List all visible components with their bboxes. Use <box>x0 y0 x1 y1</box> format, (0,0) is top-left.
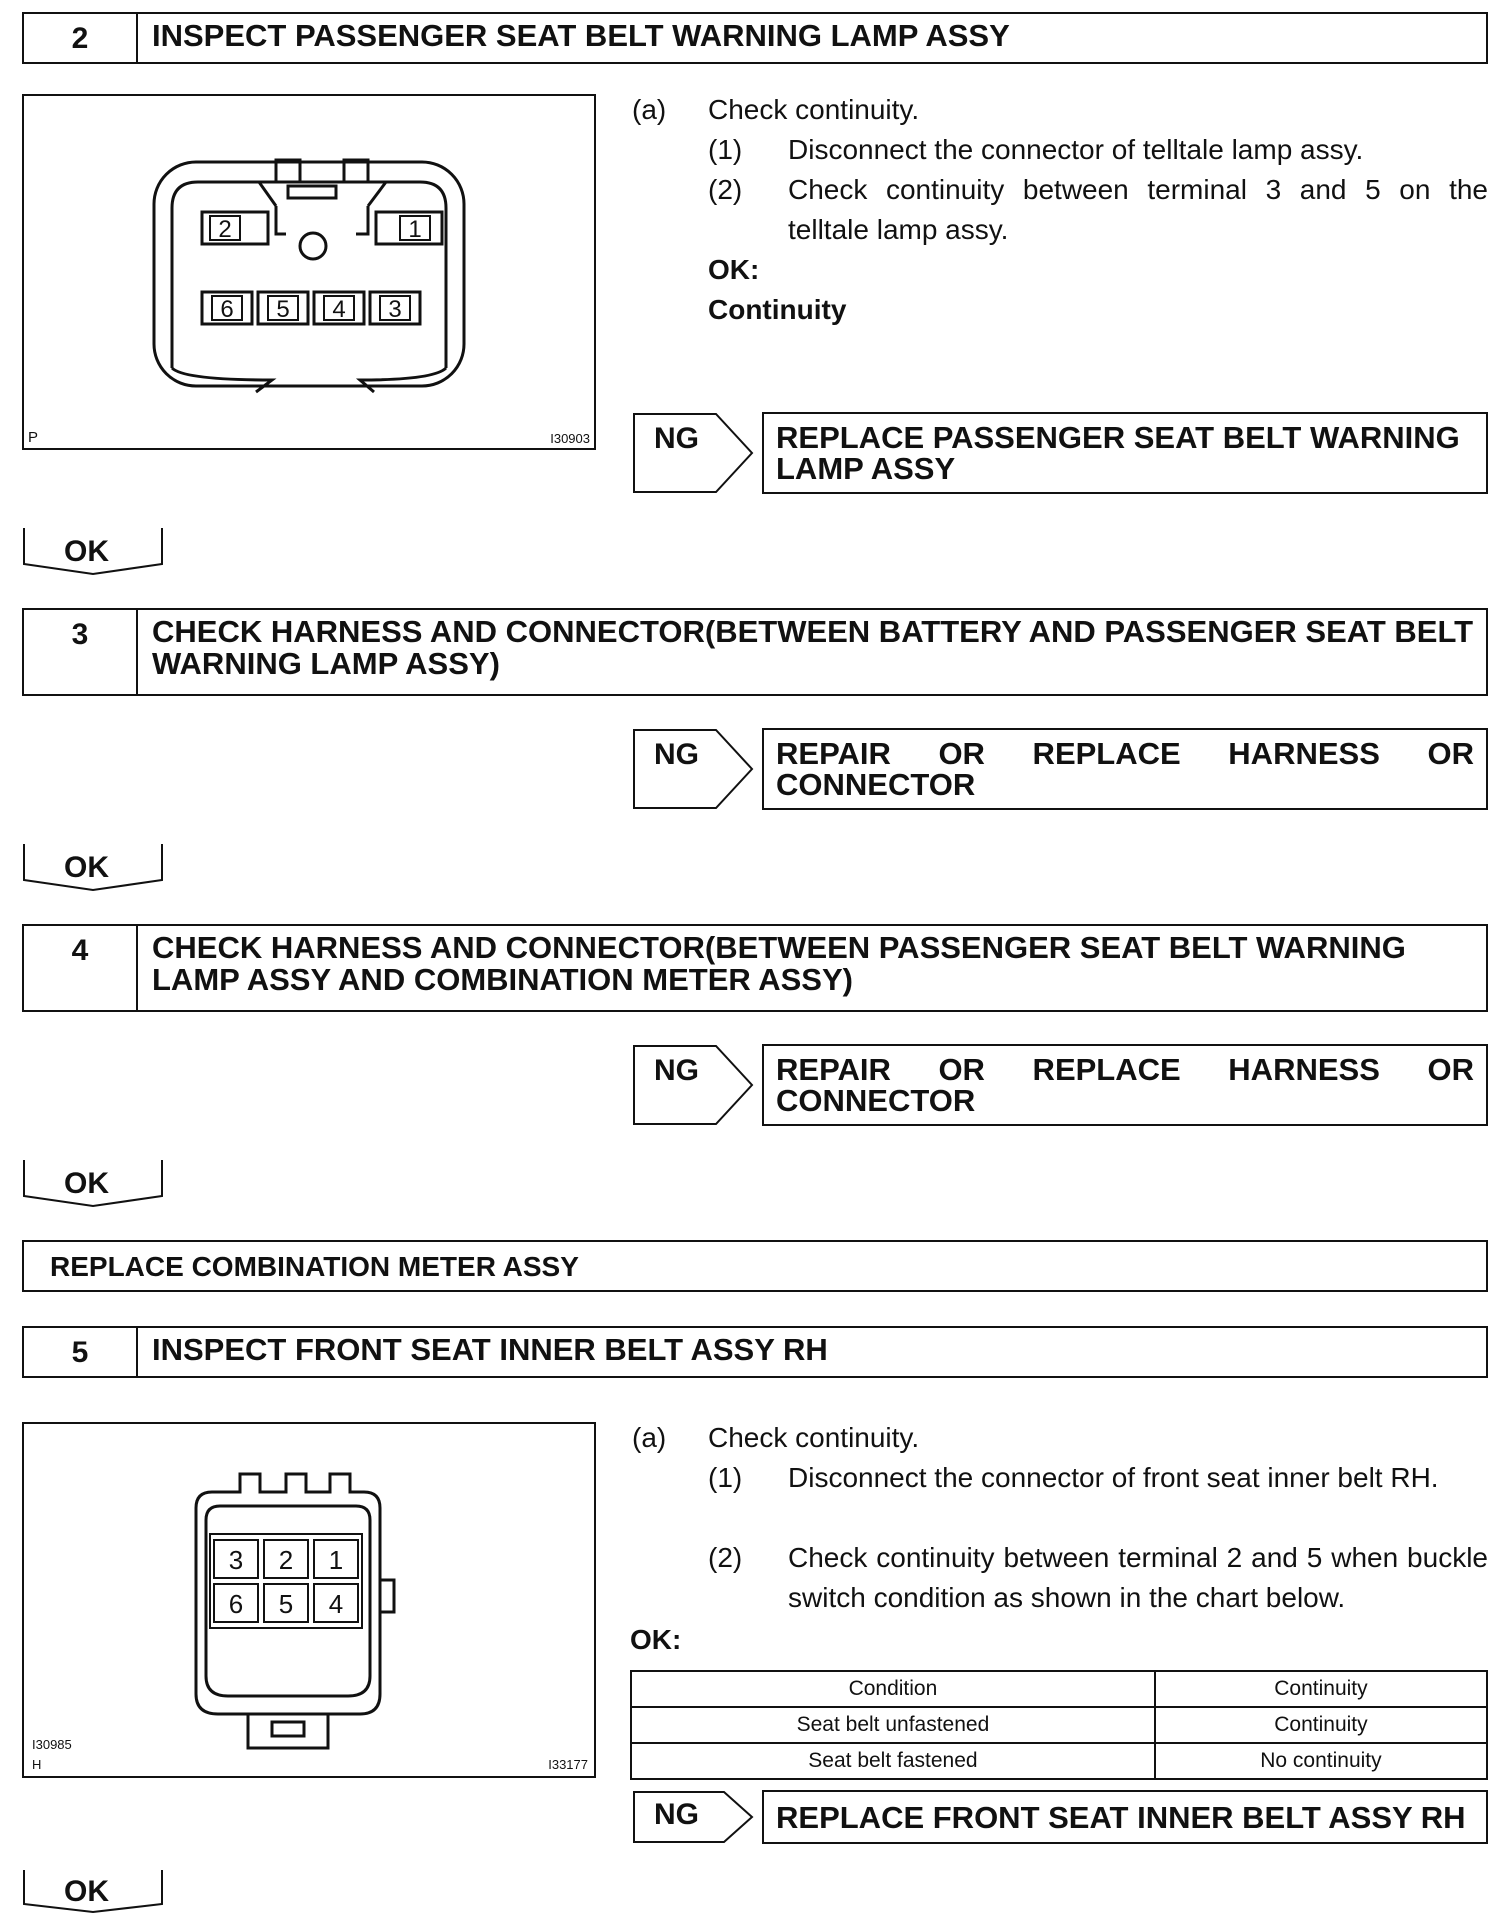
step-title: CHECK HARNESS AND CONNECTOR(BETWEEN PASSENGER SEAT BELT WARNING LAMP ASSY AND COMBINATION METER ASSY) <box>152 930 1406 997</box>
figure-code-left: H <box>32 1757 42 1772</box>
ng-label: NG <box>654 1054 699 1087</box>
step-number: 4 <box>24 926 138 1010</box>
ng-result-box: REPLACE FRONT SEAT INNER BELT ASSY RH <box>762 1790 1488 1844</box>
continuity-chart <box>630 1670 1488 1780</box>
ok-value: Continuity <box>708 294 847 325</box>
ok-arrow <box>22 526 164 576</box>
table-row <box>631 1743 1487 1779</box>
table-cell: No continuity <box>1155 1743 1487 1779</box>
step-title: INSPECT FRONT SEAT INNER BELT ASSY RH <box>152 1332 828 1367</box>
table-cell: Continuity <box>1155 1707 1487 1743</box>
sub-step-number: (2) <box>708 1542 743 1573</box>
table-cell: Seat belt fastened <box>631 1743 1155 1779</box>
ng-arrow <box>632 1044 756 1126</box>
step-3-header <box>22 608 1488 696</box>
terminal-label: 5 <box>278 1589 294 1619</box>
step-2-header <box>22 12 1488 64</box>
ng-arrow <box>632 728 756 810</box>
figure-code-right: I33177 <box>548 1757 588 1772</box>
connector-drawing <box>24 96 594 448</box>
step-4-header <box>22 924 1488 1012</box>
figure-code-left: P <box>28 429 39 446</box>
connector-diagram-telltale-lamp <box>22 94 596 450</box>
terminal-label: 2 <box>278 1545 294 1575</box>
ng-label: NG <box>654 422 699 455</box>
sub-step-text: Disconnect the connector of telltale lamp assy. <box>788 134 1364 165</box>
sub-step-number: (1) <box>708 1462 743 1493</box>
step-number: 2 <box>24 14 138 62</box>
connector-diagram-inner-belt <box>22 1422 596 1778</box>
ng-result-box: REPAIR OR REPLACE HARNESS OR CONNECTOR <box>762 1044 1488 1126</box>
check-label: (a) <box>632 1422 667 1453</box>
ok-label: OK <box>64 1167 109 1200</box>
terminal-label: 5 <box>276 296 290 323</box>
table-header-cell: Continuity <box>1155 1671 1487 1707</box>
final-action-box <box>22 1240 1488 1292</box>
terminal-label: 6 <box>220 296 234 323</box>
ok-heading: OK: <box>708 254 760 285</box>
step-title: INSPECT PASSENGER SEAT BELT WARNING LAMP ASSY <box>152 18 1010 53</box>
ok-label: OK <box>64 851 109 884</box>
ng-arrow <box>632 412 756 494</box>
table-header-row <box>631 1671 1487 1707</box>
sub-step-text: Check continuity between terminal 3 and 5 on the telltale lamp assy. <box>788 174 1488 245</box>
ok-arrow <box>22 842 164 892</box>
figure-code-top: I30985 <box>32 1737 72 1752</box>
step-number: 5 <box>24 1328 138 1376</box>
ok-label: OK <box>64 1875 109 1908</box>
ng-label: NG <box>654 1798 699 1831</box>
table-cell: Seat belt unfastened <box>631 1707 1155 1743</box>
terminal-label: 2 <box>218 216 232 243</box>
ng-result-box: REPLACE PASSENGER SEAT BELT WARNING LAMP ASSY <box>762 412 1488 494</box>
check-text: Check continuity. <box>708 1422 920 1453</box>
step-number: 3 <box>24 610 138 694</box>
sub-step-number: (1) <box>708 134 743 165</box>
terminal-label: 4 <box>332 296 346 323</box>
ng-result-box: REPAIR OR REPLACE HARNESS OR CONNECTOR <box>762 728 1488 810</box>
sub-step-text: Disconnect the connector of front seat inner belt RH. <box>788 1462 1439 1493</box>
ok-arrow <box>22 1868 164 1914</box>
ok-heading: OK: <box>630 1624 682 1655</box>
terminal-label: 3 <box>388 296 402 323</box>
final-action-text: REPLACE COMBINATION METER ASSY <box>50 1251 579 1282</box>
terminal-label: 6 <box>228 1589 244 1619</box>
step-title: CHECK HARNESS AND CONNECTOR(BETWEEN BATTERY AND PASSENGER SEAT BELT WARNING LAMP ASSY) <box>152 614 1474 681</box>
table-row <box>631 1707 1487 1743</box>
check-text: Check continuity. <box>708 94 920 125</box>
ng-arrow <box>632 1790 756 1844</box>
table-header-cell: Condition <box>631 1671 1155 1707</box>
ok-arrow <box>22 1158 164 1208</box>
figure-code-right: I30903 <box>550 431 590 446</box>
ng-label: NG <box>654 738 699 771</box>
check-label: (a) <box>632 94 667 125</box>
terminal-label: 1 <box>408 216 422 243</box>
ok-label: OK <box>64 535 109 568</box>
terminal-label: 3 <box>228 1545 244 1575</box>
terminal-label: 1 <box>328 1545 344 1575</box>
sub-step-number: (2) <box>708 174 743 205</box>
connector-drawing <box>24 1424 594 1776</box>
sub-step-text: Check continuity between terminal 2 and 5 when buckle switch condition as shown in the chart below. <box>788 1542 1488 1613</box>
step-5-header <box>22 1326 1488 1378</box>
terminal-label: 4 <box>328 1589 344 1619</box>
